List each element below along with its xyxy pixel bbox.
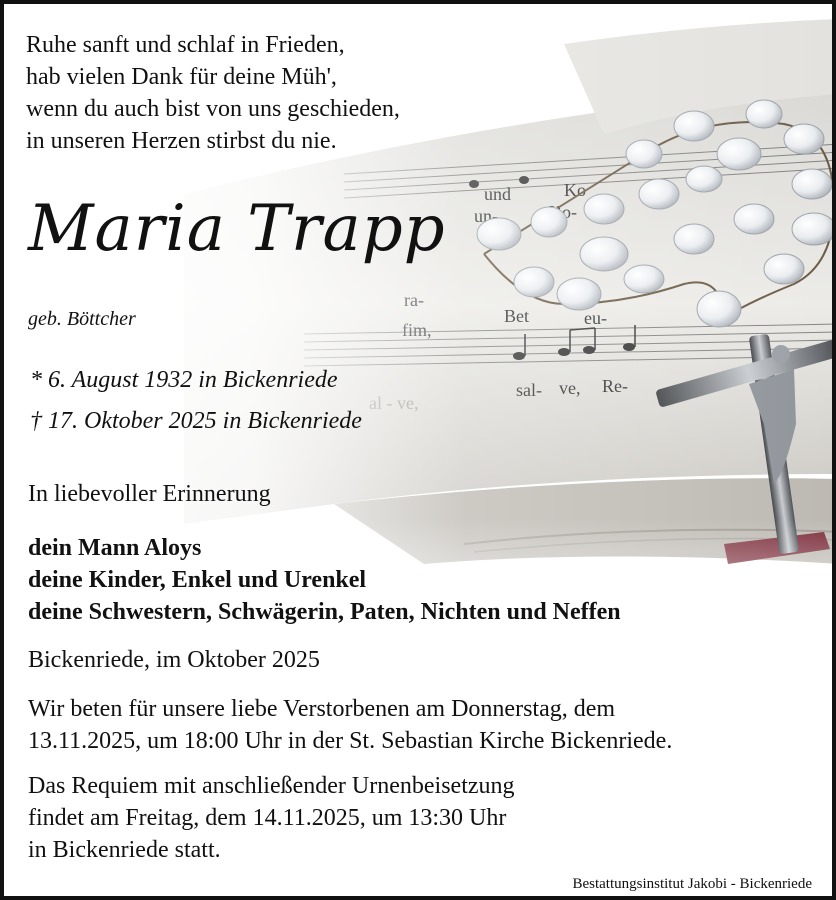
poem bbox=[26, 29, 400, 157]
mourner-line: deine Schwestern, Schwägerin, Paten, Nichten und Neffen bbox=[28, 599, 621, 625]
place-date: Bickenriede, im Oktober 2025 bbox=[28, 647, 320, 673]
requiem-line: Das Requiem mit anschließender Urnenbeisetzung bbox=[28, 773, 515, 799]
requiem-notice bbox=[28, 770, 515, 866]
mourner-line: dein Mann Aloys bbox=[28, 535, 202, 561]
birth-name: geb. Böttcher bbox=[28, 308, 136, 330]
poem-line: in unseren Herzen stirbst du nie. bbox=[26, 128, 337, 154]
deceased-name: Maria Trapp bbox=[28, 192, 446, 266]
poem-line: Ruhe sanft und schlaf in Frieden, bbox=[26, 32, 345, 58]
memory-line: In liebevoller Erinnerung bbox=[28, 481, 271, 507]
life-dates bbox=[30, 360, 362, 442]
birth-date: * 6. August 1932 in Bickenriede bbox=[30, 367, 338, 393]
prayer-notice bbox=[28, 693, 672, 757]
funeral-home: Bestattungsinstitut Jakobi - Bickenriede bbox=[572, 876, 812, 892]
requiem-line: findet am Freitag, dem 14.11.2025, um 13:30 Uhr bbox=[28, 805, 507, 831]
mourners-list bbox=[28, 532, 621, 628]
poem-line: wenn du auch bist von uns geschieden, bbox=[26, 96, 400, 122]
prayer-line: 13.11.2025, um 18:00 Uhr in der St. Sebastian Kirche Bickenriede. bbox=[28, 728, 673, 754]
prayer-line: Wir beten für unsere liebe Verstorbenen am Donnerstag, dem bbox=[28, 696, 616, 722]
requiem-line: in Bickenriede statt. bbox=[28, 837, 221, 863]
mourner-line: deine Kinder, Enkel und Urenkel bbox=[28, 567, 367, 593]
poem-line: hab vielen Dank für deine Müh', bbox=[26, 64, 337, 90]
death-date: † 17. Oktober 2025 in Bickenriede bbox=[30, 408, 362, 434]
